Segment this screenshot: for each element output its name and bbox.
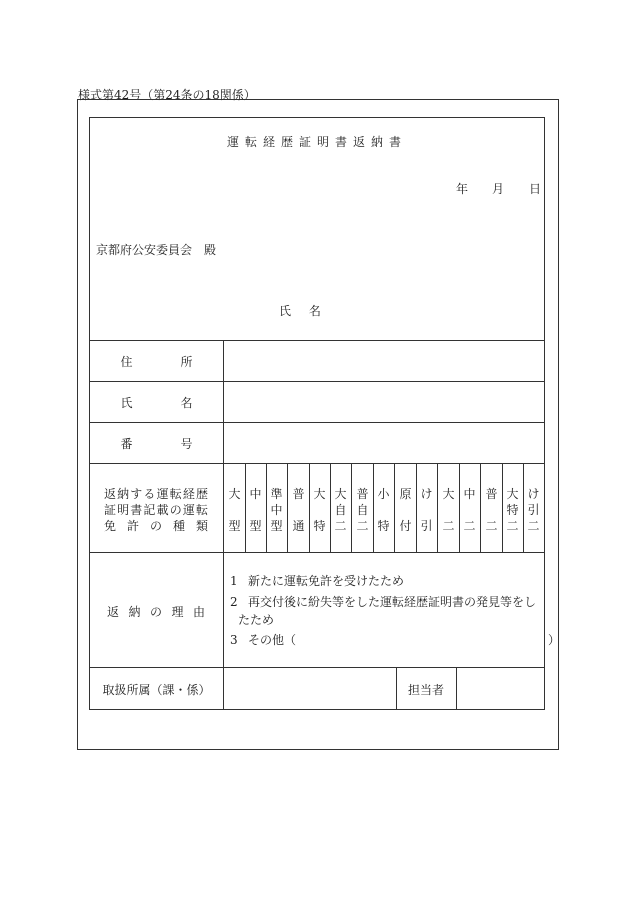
reason-text: たため (238, 613, 275, 627)
address-label: 住 所 (120, 354, 193, 369)
document-title: 運転経歴証明書返納書 (226, 135, 407, 149)
license-char (416, 502, 437, 518)
form-number: 様式第42号（第24条の18関係） (78, 88, 256, 102)
date-day-label: 日 (529, 182, 542, 196)
date-year-label: 年 (456, 182, 469, 196)
license-char (373, 502, 394, 518)
license-char (309, 502, 330, 518)
license-char: 普 (356, 487, 369, 501)
license-char: 普 (292, 487, 305, 501)
license-type-daitoku[interactable] (309, 486, 330, 534)
license-char: 大 (313, 487, 326, 501)
divider (89, 552, 545, 553)
reason-label: 返納の理由 (107, 605, 205, 619)
license-char: 大 (334, 487, 347, 501)
license-label-line: 証明書記載の運転 (104, 503, 208, 517)
license-types-label (104, 486, 208, 534)
license-type-futsu[interactable] (288, 486, 309, 534)
license-char (395, 502, 416, 518)
license-char: 自 (334, 503, 347, 517)
license-char (288, 502, 309, 518)
license-char: 特 (377, 519, 390, 533)
date-month-label: 月 (492, 182, 505, 196)
reason-number: 3 (230, 633, 238, 647)
license-char: 引 (527, 503, 540, 517)
reason-number: 2 (230, 595, 238, 609)
license-char: け (527, 487, 540, 501)
license-char (459, 502, 480, 518)
license-char: 自 (356, 503, 369, 517)
license-char: 大 (228, 487, 241, 501)
license-char: 原 (399, 487, 412, 501)
license-type-ogata[interactable] (224, 486, 245, 534)
license-type-chu-ni[interactable] (459, 486, 480, 534)
staff-label: 担当者 (407, 683, 444, 697)
license-char: 二 (356, 519, 369, 533)
license-type-fujini[interactable] (352, 486, 373, 534)
license-char: 二 (442, 519, 455, 533)
license-char: 二 (527, 519, 540, 533)
name-label: 氏 名 (120, 395, 193, 410)
license-char: 付 (399, 519, 412, 533)
license-label-line: 返納する運転経歴 (104, 487, 208, 501)
reason-item-2-continued (238, 611, 274, 628)
license-char: 中 (270, 503, 283, 517)
license-char (438, 502, 459, 518)
affiliation-field[interactable] (224, 668, 395, 709)
address-field[interactable] (224, 341, 544, 381)
license-type-kotoku[interactable] (373, 486, 394, 534)
license-type-daijini[interactable] (330, 486, 351, 534)
license-type-junchugata[interactable] (266, 486, 287, 534)
reason-item-2[interactable] (230, 593, 536, 610)
license-char: 引 (420, 519, 433, 533)
license-char: 二 (485, 519, 498, 533)
reason-text: その他（ ） (248, 633, 561, 647)
number-label: 番 号 (120, 436, 193, 451)
divider (89, 463, 545, 464)
applicant-name-label: 氏 名 (279, 304, 321, 318)
license-char: 型 (228, 519, 241, 533)
license-char: 通 (292, 519, 305, 533)
license-char: 特 (313, 519, 326, 533)
name-field[interactable] (224, 382, 544, 422)
license-char: 普 (485, 487, 498, 501)
addressee: 京都府公安委員会 殿 (96, 243, 217, 257)
license-char: 小 (377, 487, 390, 501)
reason-text: 再交付後に紛失等をした運転経歴証明書の発見等をし (248, 595, 537, 609)
license-char: 二 (463, 519, 476, 533)
license-type-kenin[interactable] (416, 486, 437, 534)
license-char: 中 (249, 487, 262, 501)
license-char: 特 (506, 503, 519, 517)
reason-number: 1 (230, 574, 238, 588)
license-char: 準 (270, 487, 283, 501)
license-char (481, 502, 502, 518)
reason-item-1[interactable] (230, 572, 404, 589)
license-char: 型 (249, 519, 262, 533)
license-char (224, 502, 245, 518)
license-char: 中 (463, 487, 476, 501)
license-char (245, 502, 266, 518)
license-type-daitoku-ni[interactable] (502, 486, 523, 534)
reason-item-3[interactable] (230, 631, 560, 648)
affiliation-label: 取扱所属（課・係） (102, 683, 211, 697)
license-type-fu-ni[interactable] (481, 486, 502, 534)
license-label-line: 免許の種類 (104, 519, 208, 533)
license-char: 二 (334, 519, 347, 533)
license-type-gentsuki[interactable] (395, 486, 416, 534)
license-type-kenin-ni[interactable] (523, 486, 544, 534)
license-char: 二 (506, 519, 519, 533)
license-type-dai-ni[interactable] (438, 486, 459, 534)
license-type-chugata[interactable] (245, 486, 266, 534)
license-char: 大 (506, 487, 519, 501)
license-char: け (420, 487, 433, 501)
reason-text: 新たに運転免許を受けたため (248, 574, 405, 588)
license-char: 型 (270, 519, 283, 533)
staff-field[interactable] (457, 668, 544, 709)
number-field[interactable] (224, 423, 544, 463)
license-char: 大 (442, 487, 455, 501)
